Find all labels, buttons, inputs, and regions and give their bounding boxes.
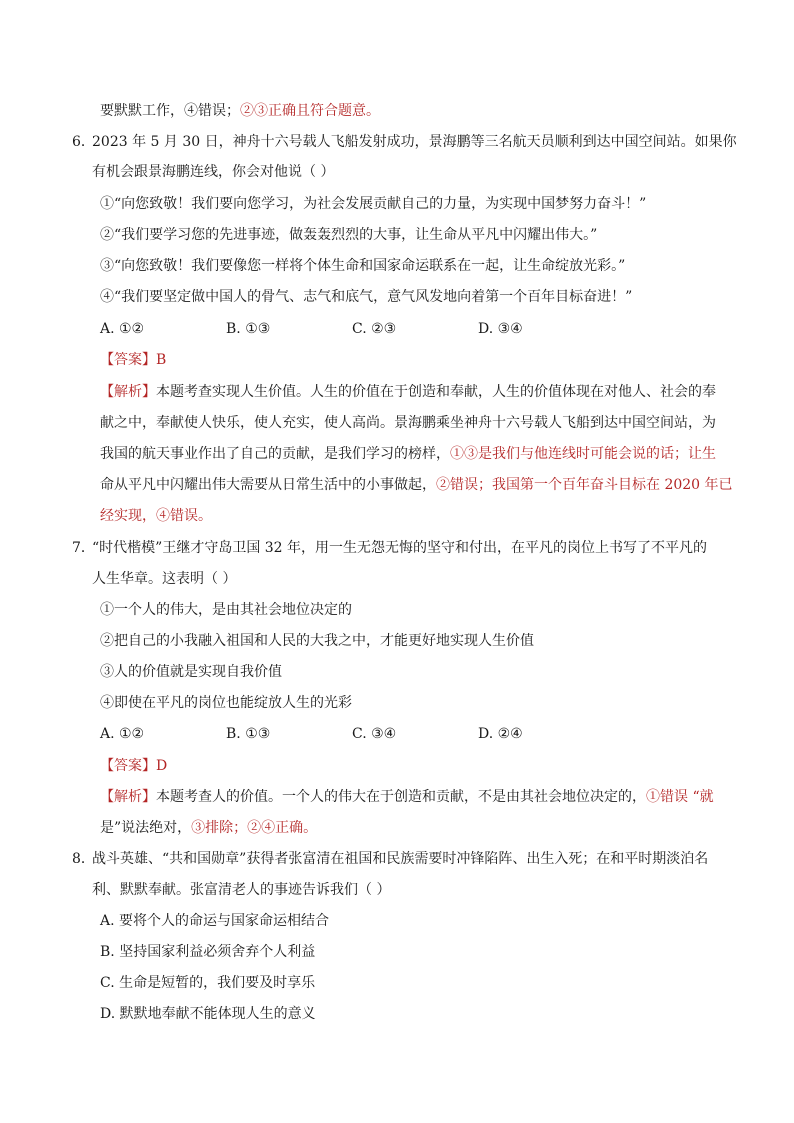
- q8-option-a: A. 要将个人的命运与国家命运相结合: [100, 913, 330, 929]
- q7-analysis-line1: [100, 787, 714, 807]
- q6-analysis-line4: [100, 475, 733, 495]
- q7-analysis-line2: [100, 818, 317, 838]
- q6-analysis-line1: [100, 382, 716, 402]
- q6-analysis-text3b: ①③是我们与他连线时可能会说的话；让生: [450, 446, 716, 462]
- q6-analysis-tag: 【解析】: [100, 384, 156, 400]
- q7-statement-1: ①一个人的伟大，是由其社会地位决定的: [100, 602, 352, 618]
- q7-option-d: D. ②④: [478, 726, 523, 742]
- q7-answer-tag: 【答案】: [100, 758, 156, 774]
- q6-statement-3: ③“向您致敬！我们要像您一样将个体生命和国家命运联系在一起，让生命绽放光彩。”: [100, 258, 626, 274]
- q7-option-b: B. ①③: [226, 726, 271, 742]
- q5-tail-correct: ②③正确且符合题意。: [240, 103, 380, 119]
- q7-stem-line2: 人生华章。这表明（ ）: [92, 571, 237, 587]
- q6-analysis-text3a: 我国的航天事业作出了自己的贡献，是我们学习的榜样，: [100, 446, 450, 462]
- q8-option-b: B. 坚持国家利益必须舍弃个人利益: [100, 944, 316, 960]
- q6-analysis-line3: [100, 444, 716, 464]
- q7-option-c: C. ③④: [352, 726, 397, 742]
- q7-analysis-text1a: 本题考查人的价值。一个人的伟大在于创造和贡献，不是由其社会地位决定的，: [156, 789, 646, 805]
- q7-answer: [100, 756, 167, 776]
- q7-statement-3: ③人的价值就是实现自我价值: [100, 664, 282, 680]
- q6-option-a: A. ①②: [100, 321, 145, 337]
- q5-tail-line: [100, 101, 380, 121]
- q7-number: 7．: [72, 540, 95, 556]
- q7-analysis-tag: 【解析】: [100, 789, 156, 805]
- q6-analysis-text4a: 命从平凡中闪耀出伟大需要从日常生活中的小事做起，: [100, 477, 436, 493]
- q8-option-c: C. 生命是短暂的，我们要及时享乐: [100, 975, 316, 991]
- q7-stem-line1: “时代楷模”王继才守岛卫国 32 年，用一生无怨无悔的坚守和付出，在平凡的岗位上书写了不平凡的: [92, 540, 708, 556]
- q6-statement-1: ①“向您致敬！我们要向您学习，为社会发展贡献自己的力量，为实现中国梦努力奋斗！”: [100, 196, 647, 212]
- q7-answer-value: D: [156, 758, 168, 774]
- q6-option-d: D. ③④: [478, 321, 523, 337]
- q7-analysis-text2b: ③排除；②④正确。: [191, 820, 318, 836]
- q6-analysis-line5: 经实现，④错误。: [100, 508, 212, 524]
- q6-number: 6．: [72, 134, 95, 150]
- q6-answer: [100, 350, 166, 370]
- q6-stem-line1: 2023 年 5 月 30 日，神舟十六号载人飞船发射成功，景海鹏等三名航天员顺利到达中国空间站。如果你: [92, 134, 737, 150]
- q6-stem-line2: 有机会跟景海鹏连线，你会对他说（ ）: [92, 164, 335, 180]
- q7-analysis-text1b: ①错误 “就: [646, 789, 714, 805]
- q8-stem-line1: 战斗英雄、“共和国勋章”获得者张富清在祖国和民族需要时冲锋陷阵、出生入死；在和平时期淡泊名: [92, 851, 709, 867]
- q5-tail-text: 要默默工作，④错误；: [100, 103, 240, 119]
- q7-statement-2: ②把自己的小我融入祖国和人民的大我之中，才能更好地实现人生价值: [100, 633, 534, 649]
- q6-answer-tag: 【答案】: [100, 352, 156, 368]
- q6-analysis-text1: 本题考查实现人生价值。人生的价值在于创造和奉献，人生的价值体现在对他人、社会的奉: [156, 384, 716, 400]
- q7-statement-4: ④即使在平凡的岗位也能绽放人生的光彩: [100, 695, 352, 711]
- q6-analysis-line2: 献之中，奉献使人快乐，使人充实，使人高尚。景海鹏乘坐神舟十六号载人飞船到达中国空间站，为: [100, 415, 716, 431]
- q6-option-b: B. ①③: [226, 321, 271, 337]
- q8-option-d: D. 默默地奉献不能体现人生的意义: [100, 1006, 316, 1022]
- q6-option-c: C. ②③: [352, 321, 397, 337]
- q6-analysis-text4b: ②错误；我国第一个百年奋斗目标在 2020 年已: [436, 477, 733, 493]
- q6-answer-value: B: [156, 352, 167, 368]
- q7-option-a: A. ①②: [100, 726, 145, 742]
- q6-statement-4: ④“我们要坚定做中国人的骨气、志气和底气，意气风发地向着第一个百年目标奋进！”: [100, 289, 633, 305]
- q7-analysis-text2a: 是”说法绝对，: [100, 820, 192, 836]
- q8-stem-line2: 利、默默奉献。张富清老人的事迹告诉我们（ ）: [92, 882, 391, 898]
- q8-number: 8．: [72, 851, 95, 867]
- q6-statement-2: ②“我们要学习您的先进事迹，做轰轰烈烈的大事，让生命从平凡中闪耀出伟大。”: [100, 227, 598, 243]
